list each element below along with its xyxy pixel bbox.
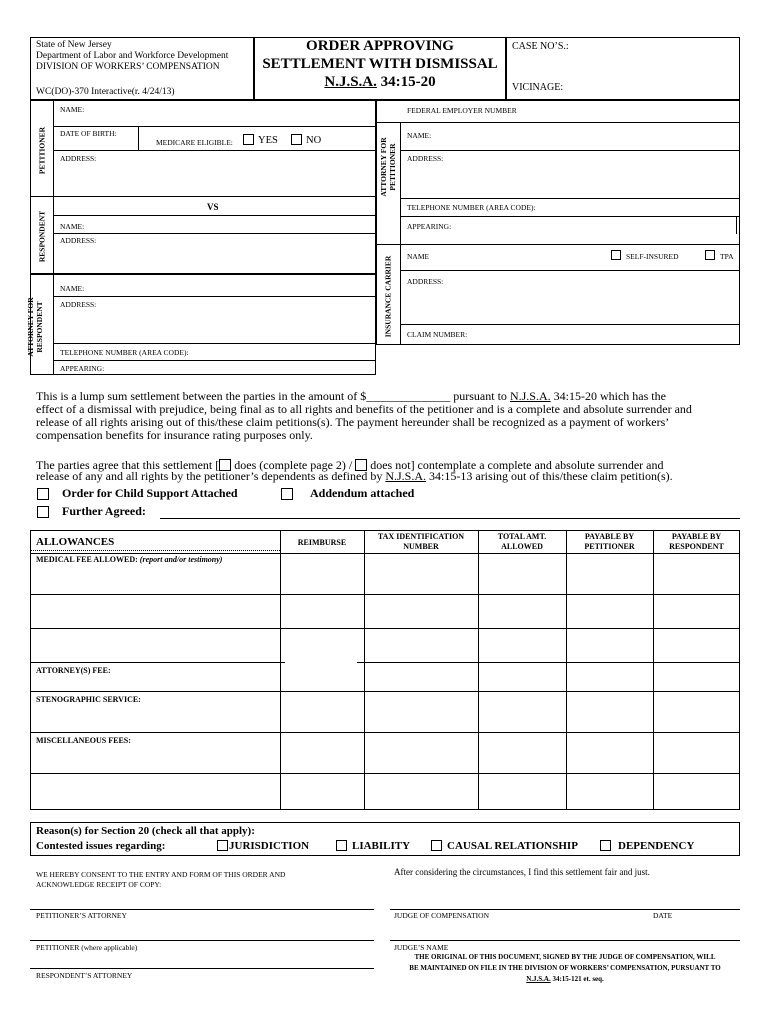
federal-employer-label: FEDERAL EMPLOYER NUMBER	[407, 106, 517, 115]
attorney-respondent-address-input[interactable]	[100, 298, 372, 340]
attorney-petitioner-name-label: NAME:	[407, 131, 432, 140]
vicinage-input[interactable]	[566, 80, 736, 94]
judge-signature-line[interactable]	[390, 909, 740, 910]
medicare-no-label: NO	[306, 135, 322, 146]
respondent-name-label: NAME:	[60, 222, 85, 231]
petitioner-dob-input[interactable]	[60, 138, 136, 150]
attorney-petitioner-address-label: ADDRESS:	[407, 154, 444, 163]
dependents-paragraph-line2	[36, 470, 673, 484]
p1-b: pursuant to	[450, 389, 510, 403]
further-agreed-input[interactable]	[160, 505, 740, 519]
table-row-divider	[30, 594, 740, 595]
attorney-respondent-name-label: NAME:	[60, 284, 85, 293]
medicare-yes-checkbox[interactable]	[243, 134, 254, 145]
judge-finding: After considering the circumstances, I find this settlement fair and just.	[394, 867, 650, 877]
insurance-address-input[interactable]	[446, 275, 736, 319]
vs-label: VS	[207, 202, 219, 212]
col-pet-line2: PETITIONER	[584, 542, 635, 551]
causal-relationship-checkbox[interactable]	[431, 840, 442, 851]
notice-line1: THE ORIGINAL OF THIS DOCUMENT, SIGNED BY THE JUDGE OF COMPENSATION, WILL	[414, 953, 716, 961]
attorney-petitioner-label-1: ATTORNEY FOR	[379, 137, 388, 197]
title-statute-text: N.J.S.A.	[324, 74, 377, 90]
col-payable-respondent	[653, 532, 740, 552]
judge-name-line[interactable]	[390, 940, 740, 941]
self-insured-checkbox[interactable]	[611, 250, 621, 260]
petitioner-section-label: PETITIONER	[37, 126, 47, 175]
respondent-section-label: RESPONDENT	[37, 210, 47, 263]
vicinage-label: VICINAGE:	[512, 82, 564, 93]
medicare-no-checkbox[interactable]	[291, 134, 302, 145]
attorney-respondent-address-label: ADDRESS:	[60, 300, 97, 309]
notice-line3	[390, 975, 740, 983]
divider	[53, 296, 376, 297]
settlement-paragraph-line4: compensation benefits for insurance rating purposes only.	[36, 428, 313, 442]
p2-line2a: release of any and all rights by the petitioner’s dependents as defined by	[36, 469, 386, 483]
attorney-respondent-appearing-label: APPEARING:	[60, 364, 105, 373]
col-divider	[364, 530, 365, 810]
p2-b: does (complete page 2) /	[231, 458, 356, 472]
respondent-name-input[interactable]	[86, 219, 372, 233]
pet-attorney-label: PETITIONER’S ATTORNEY	[36, 911, 127, 920]
case-nos-label: CASE NO’S.:	[512, 41, 569, 52]
table-row-divider	[30, 732, 740, 733]
right-label-divider	[400, 122, 401, 345]
attorney-petitioner-appearing-input[interactable]	[452, 219, 734, 233]
allowances-title-underline	[30, 550, 280, 551]
federal-employer-input[interactable]	[510, 103, 736, 119]
col-resp-line1: PAYABLE BY	[671, 532, 722, 541]
p1-statute: N.J.S.A.	[509, 389, 551, 403]
divider	[30, 196, 376, 197]
attorney-petitioner-telephone-label: TELEPHONE NUMBER (AREA CODE):	[407, 203, 536, 212]
divider	[400, 198, 740, 199]
further-agreed-label: Further Agreed:	[62, 504, 146, 518]
tpa-label: TPA	[720, 252, 734, 261]
settlement-paragraph-line3: release of all rights arising out of this/these claim petitions(s). The payment hereunder shall be recognized as a payment of workers’	[36, 415, 670, 429]
table-row-divider	[357, 662, 740, 663]
col-total-line1: TOTAL AMT.	[497, 532, 547, 541]
header-division: DIVISION OF WORKERS’ COMPENSATION	[36, 62, 220, 72]
col-tax-id	[364, 532, 478, 552]
col-total-allowed	[478, 532, 566, 552]
table-row-divider	[30, 691, 740, 692]
self-insured-label: SELF-INSURED	[626, 252, 679, 261]
page-title-statute	[254, 74, 506, 91]
attorney-respondent-appearing-input[interactable]	[104, 362, 372, 374]
divider	[53, 126, 376, 127]
divider	[53, 233, 376, 234]
medicare-yes-label: YES	[258, 135, 278, 146]
notice-line2: BE MAINTAINED ON FILE IN THE DIVISION OF WORKERS’ COMPENSATION, PURSUANT TO	[409, 964, 721, 972]
dob-divider	[138, 126, 139, 150]
claim-number-label: CLAIM NUMBER:	[407, 330, 468, 339]
resp-attorney-label: RESPONDENT’S ATTORNEY	[36, 971, 133, 980]
date-label: DATE	[653, 911, 673, 920]
col-divider	[478, 530, 479, 810]
col-tax-line1: TAX IDENTIFICATION	[377, 532, 465, 541]
header-state: State of New Jersey	[36, 40, 112, 50]
attorney-petitioner-address-input[interactable]	[446, 153, 736, 195]
divider-thick	[30, 273, 376, 275]
section20-title: Reason(s) for Section 20 (check all that apply):	[36, 825, 255, 837]
p2-line2b: 34:15-13 arising out of this/these claim petition(s).	[426, 469, 673, 483]
page-title-line2: SETTLEMENT WITH DISMISSAL	[262, 56, 498, 72]
medical-fee-note: (report and/or testimony)	[139, 555, 223, 564]
notice-rest: 34:15-121 et. seq.	[550, 975, 604, 983]
insurance-address-label: ADDRESS:	[407, 277, 444, 286]
petitioner-address-input[interactable]	[100, 153, 372, 193]
petitioner-name-label: NAME:	[60, 105, 85, 114]
col-total-line2: ALLOWED	[501, 542, 543, 551]
col-reimburse: REIMBURSE	[297, 538, 347, 547]
attorney-respondent-telephone-label: TELEPHONE NUMBER (AREA CODE):	[60, 348, 189, 357]
col-pet-line1: PAYABLE BY	[584, 532, 635, 541]
p2-statute: N.J.S.A.	[385, 469, 427, 483]
divider	[400, 216, 740, 217]
dependency-checkbox[interactable]	[600, 840, 611, 851]
attorney-respondent-label-1: ATTORNEY FOR	[26, 297, 35, 357]
misc-fees-label: MISCELLANEOUS FEES:	[36, 736, 131, 745]
table-row-divider	[30, 662, 285, 663]
col-resp-line2: RESPONDENT	[669, 542, 724, 551]
respondent-address-label: ADDRESS:	[60, 236, 97, 245]
petitioner-label: PETITIONER (where applicable)	[36, 943, 138, 952]
attorney-respondent-label-2: RESPONDENT	[35, 301, 44, 353]
left-label-divider	[53, 100, 54, 375]
judge-name-label: JUDGE’S NAME	[394, 943, 449, 952]
claim-number-input[interactable]	[466, 327, 736, 341]
allowances-table	[30, 530, 740, 810]
attorney-petitioner-section-label	[379, 122, 397, 212]
attorney-petitioner-appearing-label: APPEARING:	[407, 222, 452, 231]
child-support-checkbox[interactable]	[37, 488, 49, 500]
dependency-label: DEPENDENCY	[618, 840, 695, 852]
attorney-respondent-name-input[interactable]	[86, 281, 372, 295]
liability-checkbox[interactable]	[336, 840, 347, 851]
table-row-divider	[30, 628, 740, 629]
col-divider	[566, 530, 567, 810]
allowances-title: ALLOWANCES	[36, 536, 115, 548]
p1-a: This is a lump sum settlement between the parties in the amount of $	[36, 389, 367, 403]
divider	[400, 150, 740, 151]
consent-line2: ACKNOWLEDGE RECEIPT OF COPY:	[36, 880, 162, 889]
col-divider	[653, 530, 654, 810]
attorney-petitioner-label-2: PETITIONER	[388, 143, 397, 191]
notice-statute: N.J.S.A.	[526, 975, 551, 983]
p2-c: does not] contemplate a complete and absolute surrender and	[367, 458, 664, 472]
petitioner-dob-label: DATE OF BIRTH:	[60, 129, 117, 138]
divider	[53, 343, 376, 344]
header-department: Department of Labor and Workforce Development	[36, 51, 229, 61]
contested-label: Contested issues regarding:	[36, 840, 166, 852]
respondent-address-input[interactable]	[100, 235, 372, 271]
divider	[400, 324, 740, 325]
jurisdiction-label: JURISDICTION	[229, 840, 310, 852]
col-divider	[280, 530, 281, 810]
stenographic-label: STENOGRAPHIC SERVICE:	[36, 695, 141, 704]
jurisdiction-checkbox[interactable]	[217, 840, 228, 851]
insurance-name-label: NAME	[407, 252, 430, 261]
col-tax-line2: NUMBER	[403, 542, 439, 551]
table-row-divider	[30, 773, 740, 774]
p2-a: The parties agree that this settlement [	[36, 458, 220, 472]
attorney-respondent-telephone-input[interactable]	[194, 345, 372, 359]
further-agreed-checkbox[interactable]	[37, 506, 49, 518]
divider	[400, 270, 740, 271]
settlement-amount-blank[interactable]: ______________	[366, 389, 451, 403]
p1-c: 34:15-20 which has the	[550, 389, 666, 403]
liability-label: LIABILITY	[352, 840, 411, 852]
attorney-fee-label: ATTORNEY(S) FEE:	[36, 666, 111, 675]
divider	[53, 360, 376, 361]
petitioner-signature-line[interactable]	[30, 940, 374, 941]
divider	[53, 215, 376, 216]
attorney-respondent-section-label	[26, 282, 44, 372]
divider	[376, 122, 740, 123]
child-support-label: Order for Child Support Attached	[62, 486, 238, 500]
medical-fee-label	[36, 555, 222, 564]
col-payable-petitioner	[566, 532, 653, 552]
addendum-checkbox[interactable]	[281, 488, 293, 500]
appearing-field-edge	[736, 216, 737, 234]
petitioner-address-label: ADDRESS:	[60, 154, 97, 163]
settlement-paragraph-line2: effect of a dismissal with prejudice, being final as to all rights and benefits of the petitioner and is a complete and absolute surrender and	[36, 402, 692, 416]
page-title-line1: ORDER APPROVING	[306, 38, 454, 54]
attorney-petitioner-name-input[interactable]	[432, 128, 736, 142]
insurance-name-input[interactable]	[432, 248, 608, 262]
divider	[53, 150, 376, 151]
resp-attorney-signature-line[interactable]	[30, 968, 374, 969]
causal-relationship-label: CAUSAL RELATIONSHIP	[447, 840, 578, 852]
pet-attorney-signature-line[interactable]	[30, 909, 374, 910]
insurance-carrier-section-label: INSURANCE CARRIER	[383, 255, 393, 338]
consent-line1: WE HEREBY CONSENT TO THE ENTRY AND FORM OF THIS ORDER AND	[36, 870, 286, 879]
attorney-petitioner-telephone-input[interactable]	[542, 200, 736, 214]
petitioner-name-input[interactable]	[86, 103, 372, 123]
case-nos-input[interactable]	[572, 40, 736, 54]
addendum-label: Addendum attached	[310, 486, 415, 500]
title-section-text: 34:15-20	[376, 74, 436, 90]
form-id: WC(DO)-370 Interactive(r. 4/24/13)	[36, 87, 175, 97]
header-divider	[30, 553, 740, 554]
medical-fee-text: MEDICAL FEE ALLOWED:	[36, 555, 140, 564]
medicare-label: MEDICARE ELIGIBLE:	[156, 138, 233, 147]
tpa-checkbox[interactable]	[705, 250, 715, 260]
divider	[376, 244, 740, 245]
judge-comp-label: JUDGE OF COMPENSATION	[394, 911, 490, 920]
